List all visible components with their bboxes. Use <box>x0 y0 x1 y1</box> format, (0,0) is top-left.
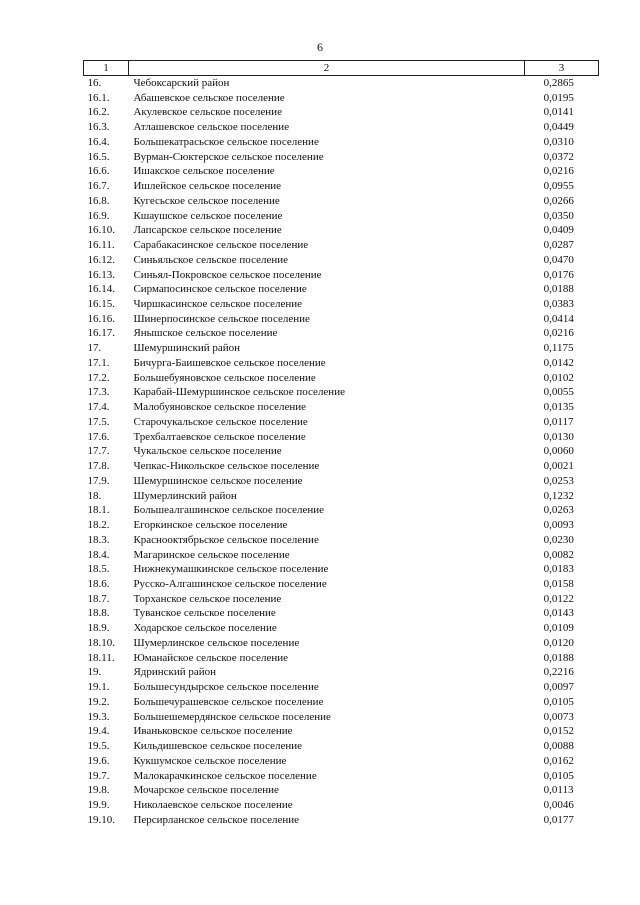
table-header <box>84 61 599 76</box>
table-row <box>84 253 599 268</box>
row-value: 0,0310 <box>543 135 574 148</box>
table-row <box>84 651 599 666</box>
table-row <box>84 621 599 636</box>
row-name: Туванское сельское поселение <box>133 607 276 620</box>
row-name: Лапсарское сельское поселение <box>133 224 282 237</box>
row-name: Большеалгашинское сельское поселение <box>133 504 325 517</box>
row-value: 0,0162 <box>543 754 574 767</box>
row-number: 17.6. <box>87 430 110 443</box>
row-value: 0,0141 <box>543 106 574 119</box>
row-value: 0,0130 <box>543 430 574 443</box>
row-number: 16.7. <box>87 180 110 193</box>
table-row <box>84 518 599 533</box>
table-row <box>84 312 599 327</box>
row-name: Ишакское сельское поселение <box>133 165 275 178</box>
row-value: 0,0093 <box>543 519 574 532</box>
row-value: 0,0253 <box>543 474 574 487</box>
table-row <box>84 813 599 828</box>
row-value: 0,0021 <box>543 460 574 473</box>
table-row <box>84 91 599 106</box>
row-value: 0,0176 <box>543 268 574 281</box>
row-number: 19.1. <box>87 681 110 694</box>
row-number: 19.7. <box>87 769 110 782</box>
row-value: 0,0263 <box>543 504 574 517</box>
table-row <box>84 562 599 577</box>
row-value: 0,0350 <box>543 209 574 222</box>
row-value: 0,0188 <box>543 651 574 664</box>
row-number: 16.12. <box>87 253 115 266</box>
table-row <box>84 164 599 179</box>
row-name: Шемуршинское сельское поселение <box>133 474 303 487</box>
table-row <box>84 474 599 489</box>
row-number: 18.1. <box>87 504 110 517</box>
row-number: 18.3. <box>87 533 110 546</box>
row-value: 0,0109 <box>543 622 574 635</box>
row-number: 16.2. <box>87 106 110 119</box>
row-name: Сарабакасинское сельское поселение <box>133 239 309 252</box>
table-row <box>84 739 599 754</box>
row-name: Чебоксарский район <box>133 77 230 89</box>
row-number: 18.10. <box>87 636 115 649</box>
row-value: 0,0097 <box>543 681 574 694</box>
row-number: 16.9. <box>87 209 110 222</box>
header-row <box>84 61 599 76</box>
row-name: Сирмапосинское сельское поселение <box>133 283 307 296</box>
row-name: Большебуяновское сельское поселение <box>133 371 316 384</box>
table-row <box>84 268 599 283</box>
row-number: 17.3. <box>87 386 110 399</box>
row-value: 0,0142 <box>543 356 574 369</box>
row-name: Малобуяновское сельское поселение <box>133 401 307 414</box>
table-row <box>84 636 599 651</box>
row-number: 17.8. <box>87 460 110 473</box>
row-value: 0,0177 <box>543 813 574 826</box>
row-value: 0,0117 <box>543 415 574 428</box>
row-name: Иваньковское сельское поселение <box>133 725 293 738</box>
row-number: 17.5. <box>87 415 110 428</box>
row-value: 0,0287 <box>543 239 574 252</box>
row-value: 0,0120 <box>543 636 574 649</box>
table-row <box>84 400 599 415</box>
row-value: 0,0143 <box>543 607 574 620</box>
row-number: 16.3. <box>87 121 110 134</box>
row-value: 0,1175 <box>543 342 574 355</box>
table-row <box>84 238 599 253</box>
row-name: Ходарское сельское поселение <box>133 622 277 635</box>
table-body <box>84 76 599 828</box>
table-row <box>84 76 599 91</box>
header-col-value: 3 <box>525 61 599 76</box>
row-name: Синьяльское сельское поселение <box>133 253 288 266</box>
row-value: 0,0152 <box>543 725 574 738</box>
row-number: 18.2. <box>87 519 110 532</box>
row-name: Кшаушское сельское поселение <box>133 209 283 222</box>
row-name: Атлашевское сельское поселение <box>133 121 290 134</box>
row-number: 16.17. <box>87 327 115 340</box>
row-number: 16.4. <box>87 135 110 148</box>
row-number: 19.5. <box>87 740 110 753</box>
row-value: 0,0414 <box>543 312 574 325</box>
row-name: Чепкас-Никольское сельское поселение <box>133 460 320 473</box>
table-row <box>84 385 599 400</box>
row-number: 16.16. <box>87 312 115 325</box>
row-number: 19.4. <box>87 725 110 738</box>
table-row <box>84 680 599 695</box>
table-row <box>84 606 599 621</box>
row-number: 16.5. <box>87 150 110 163</box>
row-number: 16.1. <box>87 91 110 104</box>
row-name: Большечурашевское сельское поселение <box>133 695 324 708</box>
table-row <box>84 356 599 371</box>
row-number: 18.6. <box>87 577 110 590</box>
row-number: 17. <box>87 342 102 355</box>
table-row <box>84 592 599 607</box>
row-number: 19.2. <box>87 695 110 708</box>
row-name: Шумерлинский район <box>133 489 237 502</box>
row-number: 16. <box>87 77 102 89</box>
row-value: 0,0449 <box>543 121 574 134</box>
table-row <box>84 533 599 548</box>
row-value: 0,0183 <box>543 563 574 576</box>
data-table <box>83 60 599 827</box>
row-value: 0,0195 <box>543 91 574 104</box>
row-number: 18.4. <box>87 548 110 561</box>
row-name: Абашевское сельское поселение <box>133 91 285 104</box>
row-number: 18. <box>87 489 102 502</box>
table-row <box>84 371 599 386</box>
table-row <box>84 769 599 784</box>
row-name: Большесундырское сельское поселение <box>133 681 319 694</box>
row-number: 16.8. <box>87 194 110 207</box>
row-name: Бичурга-Баишевское сельское поселение <box>133 356 326 369</box>
row-value: 0,0135 <box>543 401 574 414</box>
row-value: 0,0266 <box>543 194 574 207</box>
table-row <box>84 326 599 341</box>
row-number: 17.9. <box>87 474 110 487</box>
row-number: 16.6. <box>87 165 110 178</box>
row-value: 0,0082 <box>543 548 574 561</box>
row-name: Акулевское сельское поселение <box>133 106 282 119</box>
row-name: Старочукальское сельское поселение <box>133 415 308 428</box>
row-name: Магаринское сельское поселение <box>133 548 290 561</box>
table-row <box>84 724 599 739</box>
row-number: 19.10. <box>87 813 115 826</box>
table-row <box>84 120 599 135</box>
row-name: Персирланское сельское поселение <box>133 813 300 826</box>
row-name: Нижнекумашкинское сельское поселение <box>133 563 329 576</box>
page-number: 6 <box>317 40 323 54</box>
header-col-name: 2 <box>128 61 524 76</box>
row-name: Николаевское сельское поселение <box>133 798 293 811</box>
table-row <box>84 209 599 224</box>
table-row <box>84 282 599 297</box>
row-name: Карабай-Шемуршинское сельское поселение <box>133 386 345 399</box>
row-value: 0,0470 <box>543 253 574 266</box>
row-number: 18.11. <box>87 651 115 664</box>
row-name: Синьял-Покровское сельское поселение <box>133 268 322 281</box>
row-name: Большекатрасьское сельское поселение <box>133 135 319 148</box>
row-number: 18.8. <box>87 607 110 620</box>
row-name: Ядринский район <box>133 666 217 679</box>
row-number: 19.9. <box>87 798 110 811</box>
row-value: 0,0216 <box>543 327 574 340</box>
row-number: 16.14. <box>87 283 115 296</box>
row-name: Шемуршинский район <box>133 342 241 355</box>
row-value: 0,0102 <box>543 371 574 384</box>
table-row <box>84 194 599 209</box>
table-row <box>84 444 599 459</box>
row-value: 0,0055 <box>543 386 574 399</box>
row-number: 19.6. <box>87 754 110 767</box>
row-number: 18.5. <box>87 563 110 576</box>
table-row <box>84 341 599 356</box>
row-value: 0,0113 <box>543 784 574 797</box>
row-name: Шумерлинское сельское поселение <box>133 636 300 649</box>
row-name: Ишлейское сельское поселение <box>133 180 281 193</box>
table-row <box>84 415 599 430</box>
row-value: 0,0046 <box>543 798 574 811</box>
row-number: 16.11. <box>87 239 115 252</box>
table-row <box>84 430 599 445</box>
table-row <box>84 665 599 680</box>
table-row <box>84 503 599 518</box>
row-number: 17.1. <box>87 356 110 369</box>
row-name: Торханское сельское поселение <box>133 592 282 605</box>
row-value: 0,0372 <box>543 150 574 163</box>
row-value: 0,0188 <box>543 283 574 296</box>
row-name: Чиршкасинское сельское поселение <box>133 298 303 311</box>
row-value: 0,0088 <box>543 740 574 753</box>
table-row <box>84 150 599 165</box>
row-number: 16.15. <box>87 298 115 311</box>
row-name: Чукальское сельское поселение <box>133 445 282 458</box>
table-row <box>84 135 599 150</box>
table-row <box>84 459 599 474</box>
row-number: 18.7. <box>87 592 110 605</box>
row-value: 0,0409 <box>543 224 574 237</box>
table-row <box>84 695 599 710</box>
row-value: 0,0122 <box>543 592 574 605</box>
row-name: Большешемердянское сельское поселение <box>133 710 331 723</box>
row-number: 17.4. <box>87 401 110 414</box>
table-row <box>84 577 599 592</box>
row-name: Малокарачкинское сельское поселение <box>133 769 317 782</box>
row-value: 0,1232 <box>543 489 574 502</box>
row-name: Кугесьское сельское поселение <box>133 194 280 207</box>
table-row <box>84 105 599 120</box>
row-number: 17.7. <box>87 445 110 458</box>
table-row <box>84 179 599 194</box>
row-number: 19. <box>87 666 102 679</box>
table-row <box>84 754 599 769</box>
row-value: 0,0060 <box>543 445 574 458</box>
row-value: 0,0073 <box>543 710 574 723</box>
row-value: 0,0105 <box>543 769 574 782</box>
table-row <box>84 710 599 725</box>
table-row <box>84 223 599 238</box>
row-value: 0,0230 <box>543 533 574 546</box>
table-row <box>84 783 599 798</box>
row-name: Кильдишевское сельское поселение <box>133 740 302 753</box>
row-name: Мочарское сельское поселение <box>133 784 279 797</box>
row-name: Егоркинское сельское поселение <box>133 519 288 532</box>
table-row <box>84 548 599 563</box>
row-name: Юманайское сельское поселение <box>133 651 289 664</box>
row-number: 17.2. <box>87 371 110 384</box>
header-col-number: 1 <box>84 61 129 76</box>
row-name: Трехбалтаевское сельское поселение <box>133 430 306 443</box>
row-name: Шинерпосинское сельское поселение <box>133 312 310 325</box>
row-number: 19.8. <box>87 784 110 797</box>
row-value: 0,0158 <box>543 577 574 590</box>
row-value: 0,0216 <box>543 165 574 178</box>
row-name: Кукшумское сельское поселение <box>133 754 287 767</box>
row-value: 0,0383 <box>543 298 574 311</box>
table-row <box>84 489 599 504</box>
row-value: 0,2865 <box>543 77 574 89</box>
table-row <box>84 798 599 813</box>
row-name: Вурман-Сюктерское сельское поселение <box>133 150 324 163</box>
table-row <box>84 297 599 312</box>
row-value: 0,0955 <box>543 180 574 193</box>
row-name: Русско-Алгашинское сельское поселение <box>133 577 327 590</box>
row-number: 19.3. <box>87 710 110 723</box>
row-value: 0,0105 <box>543 695 574 708</box>
row-number: 16.13. <box>87 268 115 281</box>
row-number: 18.9. <box>87 622 110 635</box>
row-value: 0,2216 <box>543 666 574 679</box>
row-name: Янышское сельское поселение <box>133 327 278 340</box>
row-number: 16.10. <box>87 224 115 237</box>
row-name: Краснооктябрьское сельское поселение <box>133 533 319 546</box>
